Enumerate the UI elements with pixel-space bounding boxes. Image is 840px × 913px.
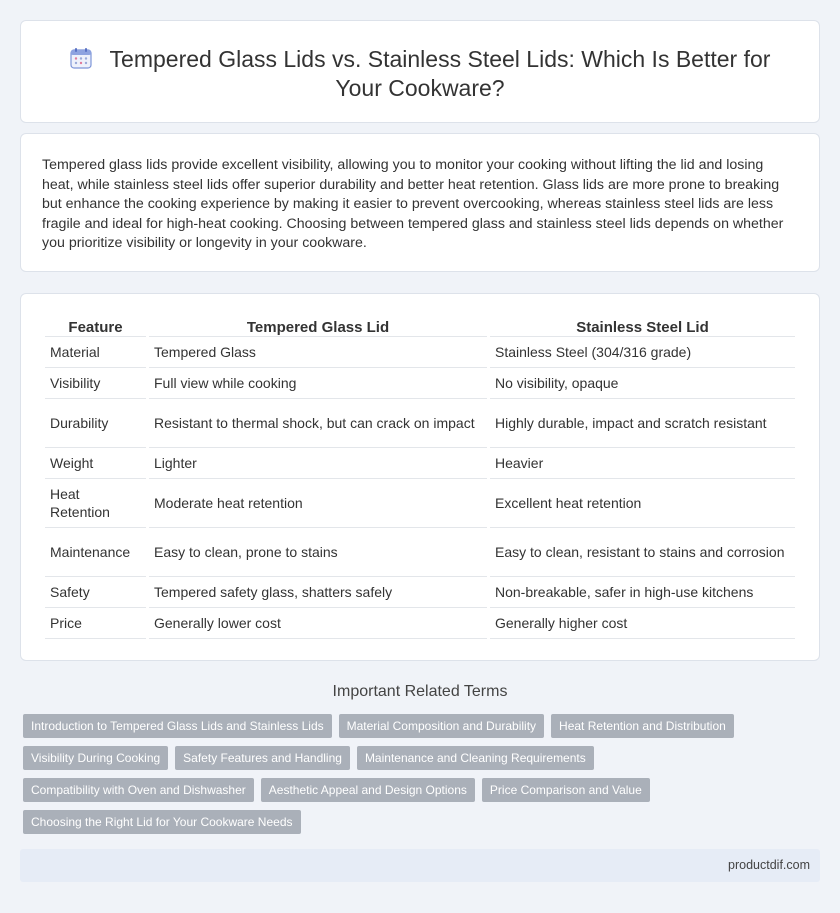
- tag-row: [23, 778, 823, 802]
- comparison-table-card: [20, 293, 820, 661]
- cell-feature: Safety: [45, 577, 146, 608]
- cell-steel: Easy to clean, resistant to stains and corrosion: [490, 528, 795, 577]
- page-title-text: Tempered Glass Lids vs. Stainless Steel Lids: Which Is Better for Your Cookware?: [109, 46, 771, 101]
- calendar-icon: [70, 47, 92, 69]
- cell-steel: Stainless Steel (304/316 grade): [490, 337, 795, 368]
- tag-row: [23, 746, 823, 770]
- cell-feature: Visibility: [45, 368, 146, 399]
- cell-glass: Resistant to thermal shock, but can crack on impact: [149, 399, 487, 448]
- table-header-row: [45, 315, 795, 337]
- related-tag[interactable]: Introduction to Tempered Glass Lids and Stainless Lids: [23, 714, 332, 738]
- header-glass: Tempered Glass Lid: [149, 315, 487, 337]
- table-row: [45, 399, 795, 448]
- header-feature: Feature: [45, 315, 146, 337]
- table-row: [45, 608, 795, 639]
- header-card: [20, 20, 820, 123]
- related-tag[interactable]: Material Composition and Durability: [339, 714, 544, 738]
- title-wrap: [21, 45, 819, 103]
- cell-glass: Tempered Glass: [149, 337, 487, 368]
- cell-glass: Generally lower cost: [149, 608, 487, 639]
- related-terms-title: Important Related Terms: [332, 683, 508, 700]
- comparison-table: [42, 315, 798, 639]
- related-tag[interactable]: Compatibility with Oven and Dishwasher: [23, 778, 254, 802]
- cell-steel: Non-breakable, safer in high-use kitchens: [490, 577, 795, 608]
- table-row: [45, 577, 795, 608]
- header-steel: Stainless Steel Lid: [490, 315, 795, 337]
- table-row: [45, 528, 795, 577]
- related-tag[interactable]: Choosing the Right Lid for Your Cookware Needs: [23, 810, 301, 834]
- related-tag[interactable]: Price Comparison and Value: [482, 778, 650, 802]
- related-tag[interactable]: Maintenance and Cleaning Requirements: [357, 746, 594, 770]
- page-title: [61, 45, 779, 103]
- cell-steel: Highly durable, impact and scratch resistant: [490, 399, 795, 448]
- related-tag[interactable]: Aesthetic Appeal and Design Options: [261, 778, 475, 802]
- cell-steel: No visibility, opaque: [490, 368, 795, 399]
- cell-glass: Lighter: [149, 448, 487, 479]
- cell-glass: Easy to clean, prone to stains: [149, 528, 487, 577]
- cell-steel: Excellent heat retention: [490, 479, 795, 528]
- related-tag[interactable]: Visibility During Cooking: [23, 746, 168, 770]
- related-tag[interactable]: Safety Features and Handling: [175, 746, 350, 770]
- related-tag[interactable]: Heat Retention and Distribution: [551, 714, 734, 738]
- cell-feature: Price: [45, 608, 146, 639]
- footer: [20, 849, 820, 882]
- table-row: [45, 479, 795, 528]
- cell-feature: Maintenance: [45, 528, 146, 577]
- cell-feature: Heat Retention: [45, 479, 146, 528]
- table-row: [45, 337, 795, 368]
- cell-feature: Weight: [45, 448, 146, 479]
- cell-steel: Generally higher cost: [490, 608, 795, 639]
- tag-row: [23, 810, 823, 834]
- cell-glass: Tempered safety glass, shatters safely: [149, 577, 487, 608]
- related-terms-tags: [23, 714, 823, 842]
- cell-steel: Heavier: [490, 448, 795, 479]
- cell-glass: Full view while cooking: [149, 368, 487, 399]
- intro-paragraph: Tempered glass lids provide excellent visibility, allowing you to monitor your cooking without lifting the lid and losing heat, while stainless steel lids offer superior durability and better heat retention. Glass lids are more prone to breaking but enhance the cooking experience by making it easier to prevent overcooking, whereas stainless steel lids are less fragile and ideal for high-heat cooking. Choosing between tempered glass and stainless steel lids depends on whether you prioritize visibility or longevity in your cookware.: [42, 157, 784, 251]
- tag-row: [23, 714, 823, 738]
- table-row: [45, 448, 795, 479]
- cell-feature: Material: [45, 337, 146, 368]
- intro-card: [20, 133, 820, 272]
- table-row: [45, 368, 795, 399]
- cell-feature: Durability: [45, 399, 146, 448]
- site-name[interactable]: productdif.com: [728, 858, 810, 872]
- cell-glass: Moderate heat retention: [149, 479, 487, 528]
